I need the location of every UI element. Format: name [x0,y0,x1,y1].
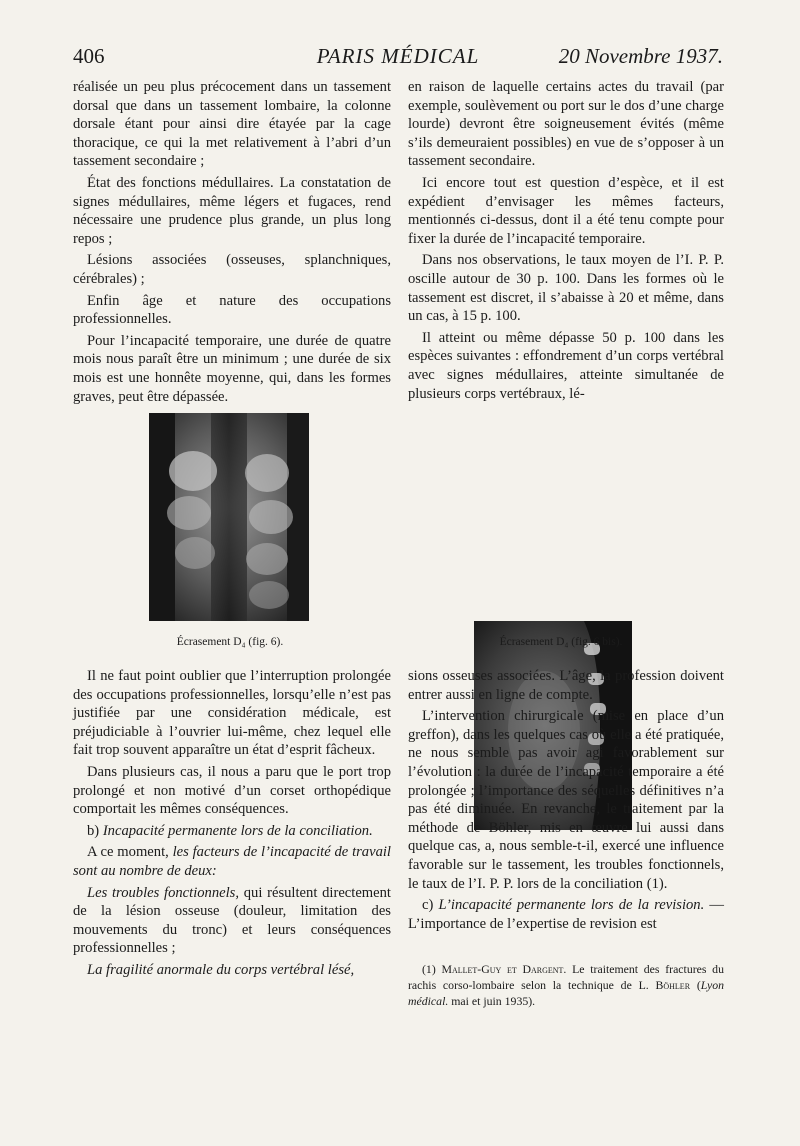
paragraph: Dans plusieurs cas, il nous a paru que le port trop prolongé et non motivé d’un corset orthopédique comportait les mêmes conséquences. [73,763,391,818]
heading-text: Incapacité permanente lors de la conciliation. [102,822,373,839]
paragraph: Lésions associées (osseuses, splanchniques, cérébrales) ; [73,252,391,287]
page-number: 406 [73,44,105,68]
figure-6-bis-caption: Écrasement D₄ (fig. 6 bis). [499,636,623,648]
paragraph: Pour l’incapacité temporaire, une durée de quatre mois nous paraît être un minimum ; une durée de six mois est une honnête moyenne, qui, dans les formes graves, peut être dépassée. [73,332,391,405]
paragraph: réalisée un peu plus précocement dans un tassement dorsal que dans un tassement lombaire, la colonne dorsale étant pour ainsi dire étayée par la cage thoracique, ce qui la met relativement à l’abri d’un tassement secondaire ; [73,79,391,170]
footnote [408,961,724,1009]
text-span: ( [690,978,701,992]
paragraph [73,843,391,880]
journal-title: PARIS MÉDICAL [316,44,480,68]
paragraph: Enfin âge et nature des occupations professionnelles. [73,292,391,328]
heading-text: L’incapacité permanente lors de la revision. [438,897,705,914]
heading-letter: c) [422,897,439,914]
section-heading-b [73,822,391,841]
italic-text: La fragilité anormale du corps vertébral lésé, [87,961,355,978]
right-column-bottom [408,667,724,936]
paragraph: Il ne faut point oublier que l’interruption prolongée des occupations professionnelles, lorsqu’elle n’est pas justifiée par une considération médicale, est préjudiciable à l’ouvrier lui-même, chez lequel elle fait trop souvent apparaître un état d’esprit fâcheux. [73,668,391,759]
left-column-bottom [73,667,391,983]
footnote-author-bohler: L. Böhler [638,978,691,992]
heading-letter: b) [87,822,103,839]
right-column-top [408,78,724,406]
italic-text: Les troubles fonctionnels, [87,884,240,901]
paragraph: État des fonctions médullaires. La constatation de signes médullaires, même légers et fugaces, rend nécessaire une prudence plus grande, un plus long repos ; [73,174,391,247]
paragraph: L’intervention chirurgicale (mise en place d’un greffon), dans les quelques cas où elle a été pratiquée, ne nous semble pas avoir agi favorablement sur l’évolution : la durée de l’incapacité temporaire a été prolongée ; l’importance des séquelles définitives n’a pas été diminuée. En revanche, le traitement par la méthode de Böhler, mis en œuvre lui aussi dans quelque cas, a, nous semble-t-il, exercé une influence favorable sur le tassement, les troubles fonctionnels, le taux de l’I. P. P. lors de la conciliation (1). [408,708,724,892]
paragraph: Il atteint ou même dépasse 50 p. 100 dans les espèces suivantes : effondrement d’un corps vertébral avec signes médullaires, atteinte simultanée de plusieurs corps vertébraux, lé- [408,329,724,402]
left-column-top [73,78,391,409]
footnote-text [408,961,724,1009]
text-span: — L’importance de l’expertise de revision est [408,897,724,932]
page-header [73,44,723,74]
text-span: Le traitement des fractures du rachis corso-lombaire selon la technique de [408,962,724,992]
text-span: mai et juin 1935). [448,994,536,1008]
footnote-authors: Mallet-Guy et Dargent. [441,962,567,976]
paragraph: Ici encore tout est question d’espèce, et il est expédient d’envisager les mêmes facteurs, mentionnés ci-dessus, dont il a été tenu compte pour fixer la durée de l’incapacité temporaire. [408,174,724,247]
text-span: A ce moment, [87,844,173,861]
italic-text: les facteurs de l’incapacité de travail sont au nombre de deux: [73,844,391,879]
footnote-journal: Lyon médical. [408,978,724,1008]
text-span: qui résultent directement de la lésion osseuse (douleur, limitation des mouvements du tronc) et leurs conséquences professionnelles ; [73,884,391,957]
paragraph: en raison de laquelle certains actes du travail (par exemple, soulèvement ou port sur le dos d’une charge lourde) devront être soigneusement évités (même s’ils demeuraient possibles) en vue de s’opposer à un tassement secondaire. [408,79,724,170]
section-heading-c [408,896,724,933]
paragraph [73,884,391,958]
figure-6-caption: Écrasement D₄ (fig. 6). [176,636,284,648]
paragraph [73,961,391,980]
xray-figure-6 [149,413,309,621]
issue-date: 20 Novembre 1937. [558,44,723,68]
paragraph: sions osseuses associées. L’âge, la profession doivent entrer aussi en ligne de compte. [408,668,724,703]
paragraph: Dans nos observations, le taux moyen de l’I. P. P. oscille autour de 30 p. 100. Dans les formes où le tassement est discret, il s’abaisse à 20 et même, dans un cas, à 15 p. 100. [408,252,724,325]
footnote-marker: (1) [422,962,442,976]
xray-image [149,413,309,621]
